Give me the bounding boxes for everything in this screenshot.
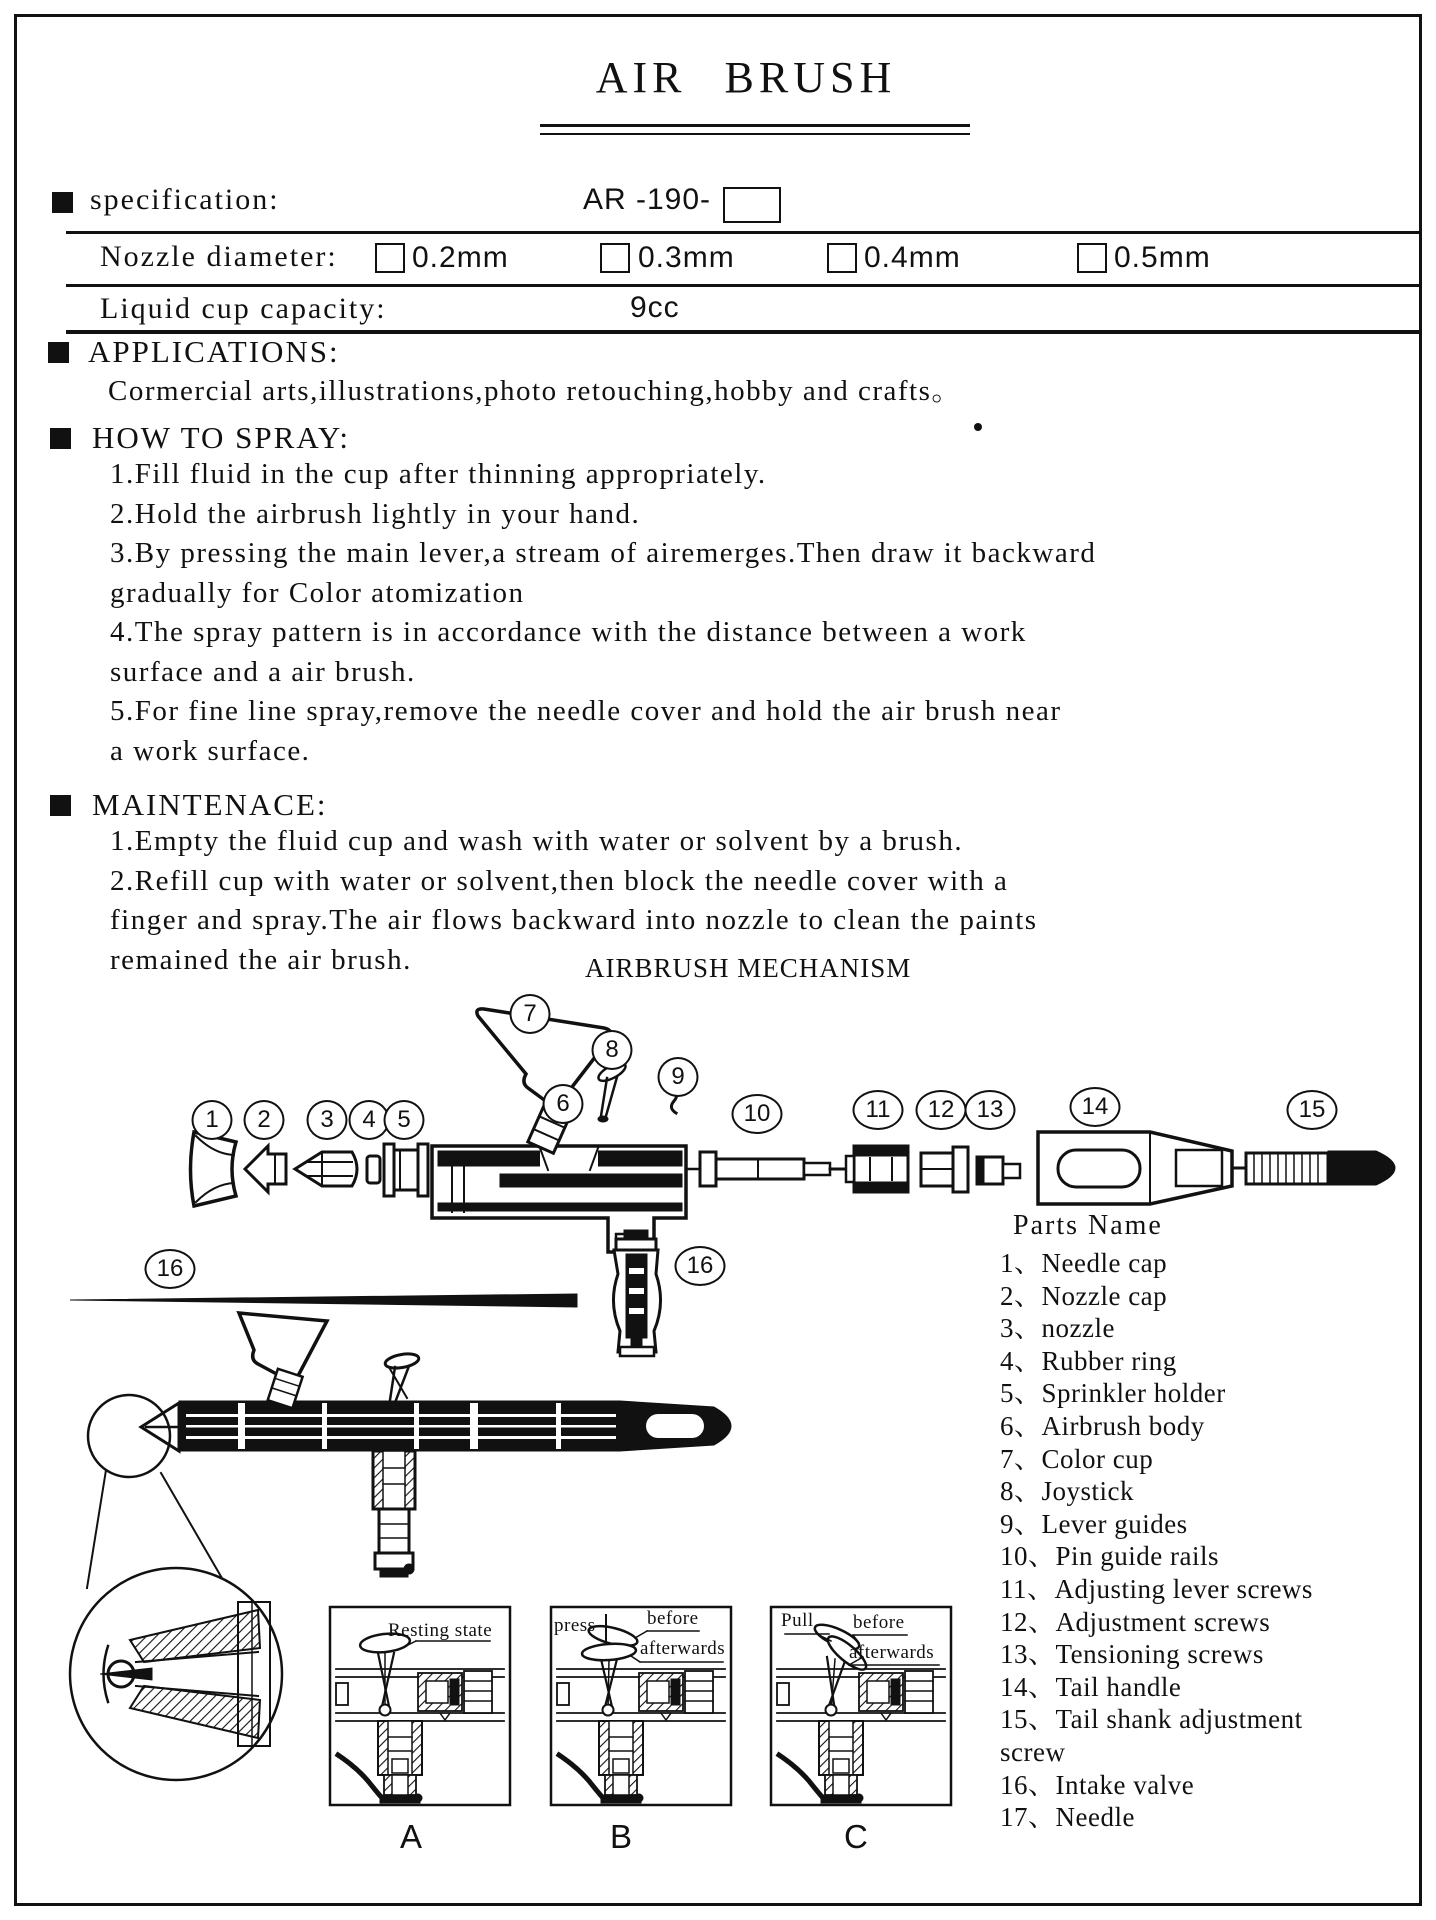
callout-14: 14 [1070, 1087, 1121, 1127]
step-line: 1.Fill fluid in the cup after thinning appropriately. [110, 458, 767, 490]
step-line: gradually for Color atomization [110, 576, 525, 609]
part-item: 13、Tensioning screws [1000, 1639, 1264, 1670]
callout-11: 11 [853, 1090, 904, 1130]
callout-4: 4 [349, 1100, 390, 1140]
panel-a-letter: A [400, 1818, 423, 1855]
panel-c-pull-label: Pull [781, 1610, 814, 1631]
nozzle-option-label-1: 0.2mm [412, 241, 509, 274]
step-line: a work surface. [110, 734, 311, 767]
step-line: 2.Refill cup with water or solvent,then block the needle cover with a [110, 864, 1009, 897]
panel-b-before-label: before [647, 1608, 699, 1629]
page-title: AIR BRUSH [595, 53, 897, 102]
intake-valve-part [613, 1230, 660, 1356]
part-item: 9、Lever guides [1000, 1508, 1188, 1539]
spec-label: specification: [90, 183, 280, 216]
callout-16-needle: 16 [145, 1249, 196, 1289]
step-line: 5.For fine line spray,remove the needle cover and hold the air brush near [110, 695, 1062, 727]
applications-body: Cormercial arts,illustrations,photo retouching,hobby and crafts。 [108, 375, 962, 407]
callout-5: 5 [384, 1100, 425, 1140]
capacity-label: Liquid cup capacity: [100, 292, 387, 325]
part-item: 16、Intake valve [1000, 1769, 1195, 1800]
part-item: 3、nozzle [1000, 1313, 1115, 1344]
step-line: surface and a air brush. [110, 655, 416, 688]
step-line: finger and spray.The air flows backward into nozzle to clean the paints [110, 904, 1038, 936]
callout-12: 12 [916, 1090, 967, 1130]
nozzle-option-label-3: 0.4mm [864, 241, 961, 274]
part-item: 11、Adjusting lever screws [1000, 1573, 1313, 1604]
part-item: 12、Adjustment screws [1000, 1606, 1271, 1637]
step-line: 3.By pressing the main lever,a stream of airemerges.Then draw it backward [110, 537, 1097, 569]
part-item: 15、Tail shank adjustment screw [1000, 1704, 1303, 1767]
callout-1: 1 [192, 1100, 233, 1140]
part-item: 10、Pin guide rails [1000, 1541, 1219, 1572]
panel-c-afterwards-label: afterwards [849, 1642, 935, 1663]
part-item: 1、Needle cap [1000, 1248, 1168, 1278]
how-to-spray-steps [110, 455, 1096, 771]
callout-2: 2 [244, 1100, 285, 1140]
callout-15: 15 [1287, 1090, 1338, 1130]
parts-list [1000, 1247, 1365, 1834]
part-item: 5、Sprinkler holder [1000, 1378, 1226, 1409]
magnifier-detail [70, 1395, 282, 1780]
callout-3: 3 [307, 1100, 348, 1140]
nozzle-diameter-label: Nozzle diameter: [100, 240, 338, 273]
capacity-value: 9cc [630, 291, 680, 324]
callout-16-valve: 16 [675, 1246, 726, 1286]
callout-6: 6 [543, 1084, 584, 1124]
callout-8: 8 [592, 1030, 633, 1070]
part-item: 17、Needle [1000, 1802, 1135, 1833]
panel-b-afterwards-label: afterwards [640, 1638, 726, 1659]
spec-model [583, 183, 781, 223]
step-line: remained the air brush. [110, 943, 412, 976]
callout-10: 10 [732, 1094, 783, 1134]
callout-7: 7 [510, 994, 551, 1034]
part-item: 14、Tail handle [1000, 1671, 1182, 1702]
panel-b-letter: B [610, 1818, 633, 1855]
nozzle-option-label-4: 0.5mm [1114, 241, 1211, 274]
panel-b-press-label: press [554, 1615, 596, 1636]
applications-heading: APPLICATIONS: [88, 334, 340, 369]
part-item: 8、Joystick [1000, 1476, 1135, 1507]
part-item: 6、Airbrush body [1000, 1410, 1205, 1441]
callout-9: 9 [658, 1057, 699, 1097]
part-item: 7、Color cup [1000, 1443, 1154, 1474]
model-suffix-box[interactable] [723, 187, 781, 223]
panel-c-drawing [771, 1607, 951, 1805]
how-to-spray-heading: HOW TO SPRAY: [92, 420, 351, 455]
maintenance-heading: MAINTENACE: [92, 787, 328, 822]
parts-name-heading: Parts Name [1013, 1210, 1163, 1241]
panel-c-letter: C [844, 1818, 868, 1855]
mechanism-title: AIRBRUSH MECHANISM [585, 953, 912, 983]
spec-model-prefix: AR -190- [583, 183, 712, 216]
step-line: 1.Empty the fluid cup and wash with water or solvent by a brush. [110, 825, 964, 857]
part-item: 4、Rubber ring [1000, 1345, 1177, 1376]
needle-part [70, 1294, 577, 1307]
step-line: 2.Hold the airbrush lightly in your hand. [110, 497, 641, 530]
nozzle-option-label-2: 0.3mm [638, 241, 735, 274]
step-line: 4.The spray pattern is in accordance with the distance between a work [110, 616, 1027, 648]
callout-13: 13 [965, 1090, 1016, 1130]
part-item: 2、Nozzle cap [1000, 1280, 1168, 1311]
panel-c-before-label: before [853, 1612, 905, 1633]
panel-a-note: Resting state [388, 1620, 493, 1641]
